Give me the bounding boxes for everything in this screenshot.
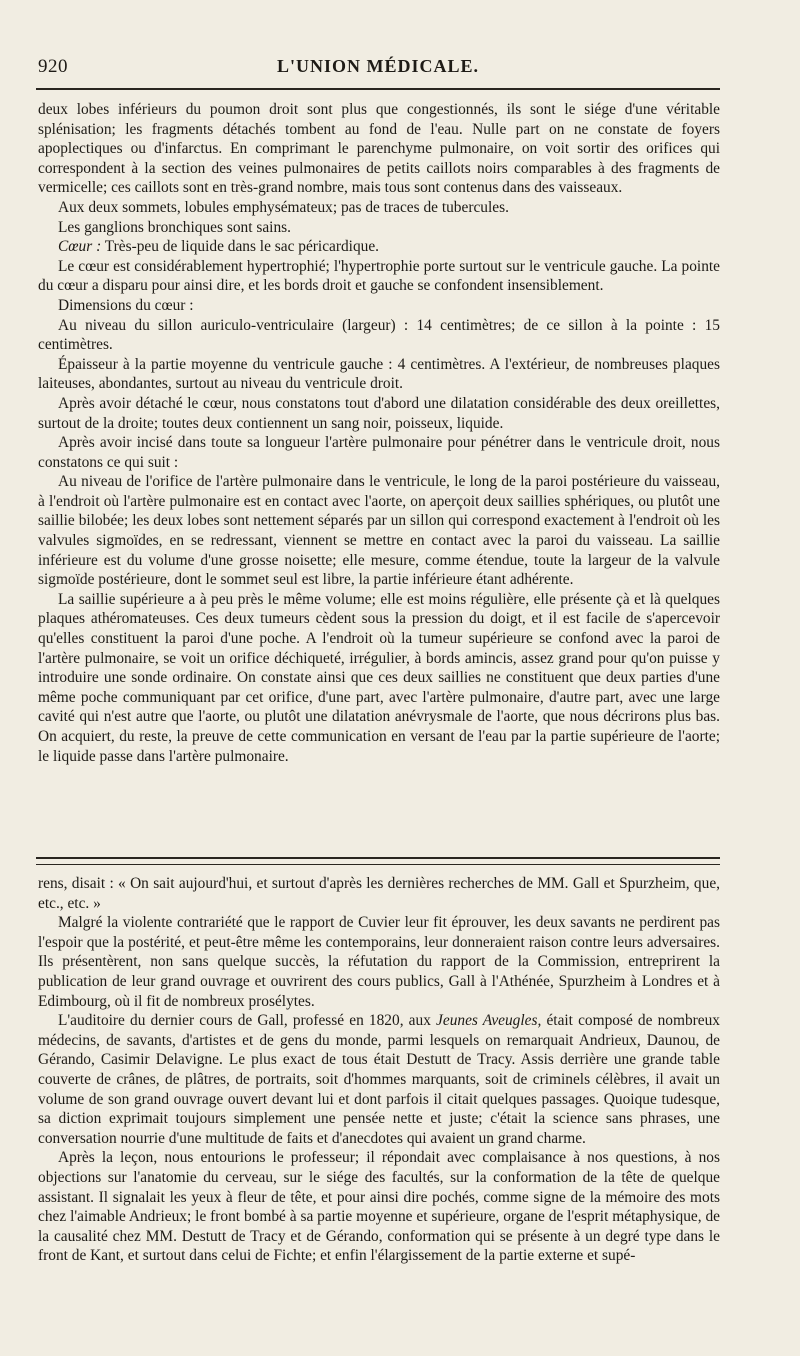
paragraph: Après avoir incisé dans toute sa longueur l'artère pulmonaire pour pénétrer dans le ventricule droit, nous constatons ce qui suit : [38,434,720,471]
feuilleton-separator-rule [36,857,720,865]
article-body [38,100,720,766]
paragraph-text: L'auditoire du dernier cours de Gall, professé en 1820, aux [58,1012,431,1030]
paragraph-text: était composé de nombreux médecins, de savants, d'artistes et de gens du monde, parmi lesquels on remarquait Andrieux, Daunou, de Gérando, Casimir Delavigne. Le plus exact de tous était Destutt de Tracy. Assis derrière une grande table couverte de crânes, de plâtres, de portraits, soit d'hommes marquants, soit de criminels célèbres, il avait un volume de son grand ouvrage ouvert devant lui et dont parfois il citait quelques passages. Quoique tudesque, sa diction exprimait toujours simplement une pensée nette et juste; c'était la science sans phrases, une conversation nourrie d'une multitude de faits et d'anecdotes qui avaient un grand charme. [38,1012,720,1147]
paragraph-text: Très-peu de liquide dans le sac péricardique. [104,238,380,256]
paragraph: Après la leçon, nous entourions le professeur; il répondait avec complaisance à nos questions, à nos objections sur l'anatomie du cerveau, sur le siége des facultés, sur la conformation de la tête de quelque assistant. Il signalait les yeux à fleur de tête, et pour ainsi dire pochés, comme signe de la mémoire des mots chez l'aimable Andrieux; le front bombé à sa partie moyenne et supérieure, organe de l'esprit métaphysique, de la causalité chez MM. Destutt de Tracy et de Gérando, conformation qui se présente à un degré type dans le front de Kant, et surtout dans celui de Fichte; et enfin l'élargissement de la partie externe et supé- [38,1149,720,1265]
paragraph: Au niveau de l'orifice de l'artère pulmonaire dans le ventricule, le long de la paroi postérieure du vaisseau, à l'endroit où l'artère pulmonaire est en contact avec l'aorte, on aperçoit deux saillies sphériques, ou plutôt une saillie bilobée; les deux lobes sont nettement séparés par un sillon qui correspond exactement à l'endroit où les valvules sigmoïdes, en se redressant, viennent se mettre en contact avec la paroi du vaisseau. La saillie inférieure est du volume d'une grosse noisette; elle mesure, comme étendue, toute la largeur de la valvule sigmoïde postérieure, dont le sommet seul est libre, la partie inférieure étant adhérente. [38,473,720,589]
page-number: 920 [38,56,68,77]
paragraph: Au niveau du sillon auriculo-ventriculaire (largeur) : 14 centimètres; de ce sillon à la pointe : 15 centimètres. [38,316,720,354]
paragraph: Après avoir détaché le cœur, nous constatons tout d'abord une dilatation considérable des deux oreillettes, surtout de la droite; toutes deux contiennent un sang noir, poisseux, liquide. [38,394,720,432]
paragraph: Le cœur est considérablement hypertrophié; l'hypertrophie porte surtout sur le ventricule gauche. La pointe du cœur a disparu pour ainsi dire, et les bords droit et gauche se confondent insensiblement. [38,257,720,295]
paragraph-auditoire [38,1011,720,1148]
journal-title: L'UNION MÉDICALE. [276,56,480,76]
paragraph: deux lobes inférieurs du poumon droit sont plus que congestionnés, ils sont le siége d'une véritable splénisation; les fragments détachés tombent au fond de l'eau. Nulle part on ne constate de foyers apoplectiques ou d'infarctus. En comprimant le parenchyme pulmonaire, on voit sortir des orifices qui correspondent à la section des veines pulmonaires de petits caillots noirs comparables à des fragments de vermicelle; ces caillots sont en très-grand nombre, mais tous sont contenus dans des vaisseaux. [38,101,720,197]
jeunes-aveugles-italic: Jeunes Aveugles, [436,1012,542,1030]
running-header [38,56,718,84]
paragraph-coeur [38,237,720,257]
coeur-label: Cœur : [58,238,102,256]
paragraph: Dimensions du cœur : [58,296,194,314]
paragraph: Aux deux sommets, lobules emphysémateux; pas de traces de tubercules. [58,198,509,216]
header-rule [36,88,720,90]
paragraph: Épaisseur à la partie moyenne du ventricule gauche : 4 centimètres. A l'extérieur, de nombreuses plaques laiteuses, abondantes, surtout au niveau du ventricule droit. [38,355,720,393]
feuilleton-body [38,874,720,1266]
paragraph: Les ganglions bronchiques sont sains. [58,218,291,236]
paragraph: rens, disait : « On sait aujourd'hui, et surtout d'après les dernières recherches de MM. Gall et Spurzheim, que, etc., etc. » [38,875,720,912]
paragraph: Malgré la violente contrariété que le rapport de Cuvier leur fit éprouver, les deux savants ne perdirent pas l'espoir que la postérité, et peut-être même les contemporains, leur donneraient raison contre leurs adversaires. Ils présentèrent, non sans quelque succès, la réfutation du rapport de la Commission, entreprirent la publication de leur grand ouvrage et ouvrirent des cours publics, Gall à l'Athénée, Spurzheim à Londres et à Edimbourg, où il fit de nombreux prosélytes. [38,914,720,1010]
paragraph: La saillie supérieure a à peu près le même volume; elle est moins régulière, elle présente çà et là quelques plaques athéromateuses. Ces deux tumeurs cèdent sous la pression du doigt, et il est facile de s'apercevoir qu'elles constituent la paroi d'une poche. A l'endroit où la tumeur supérieure se confond avec la paroi de l'artère pulmonaire, se voit un orifice déchiqueté, irrégulier, à bords amincis, assez grand pour qu'on puisse y introduire une sonde ordinaire. On constate ainsi que ces deux saillies ne constituent que deux parties d'une même poche communiquant par cet orifice, d'une part, avec l'artère pulmonaire, d'autre part, avec une large cavité qui n'est autre que l'aorte, ou plutôt une dilatation anévrysmale de l'aorte, que nous décrirons plus bas. On acquiert, du reste, la preuve de cette communication en versant de l'eau par la partie supérieure de l'aorte; le liquide passe dans l'artère pulmonaire. [38,590,720,765]
